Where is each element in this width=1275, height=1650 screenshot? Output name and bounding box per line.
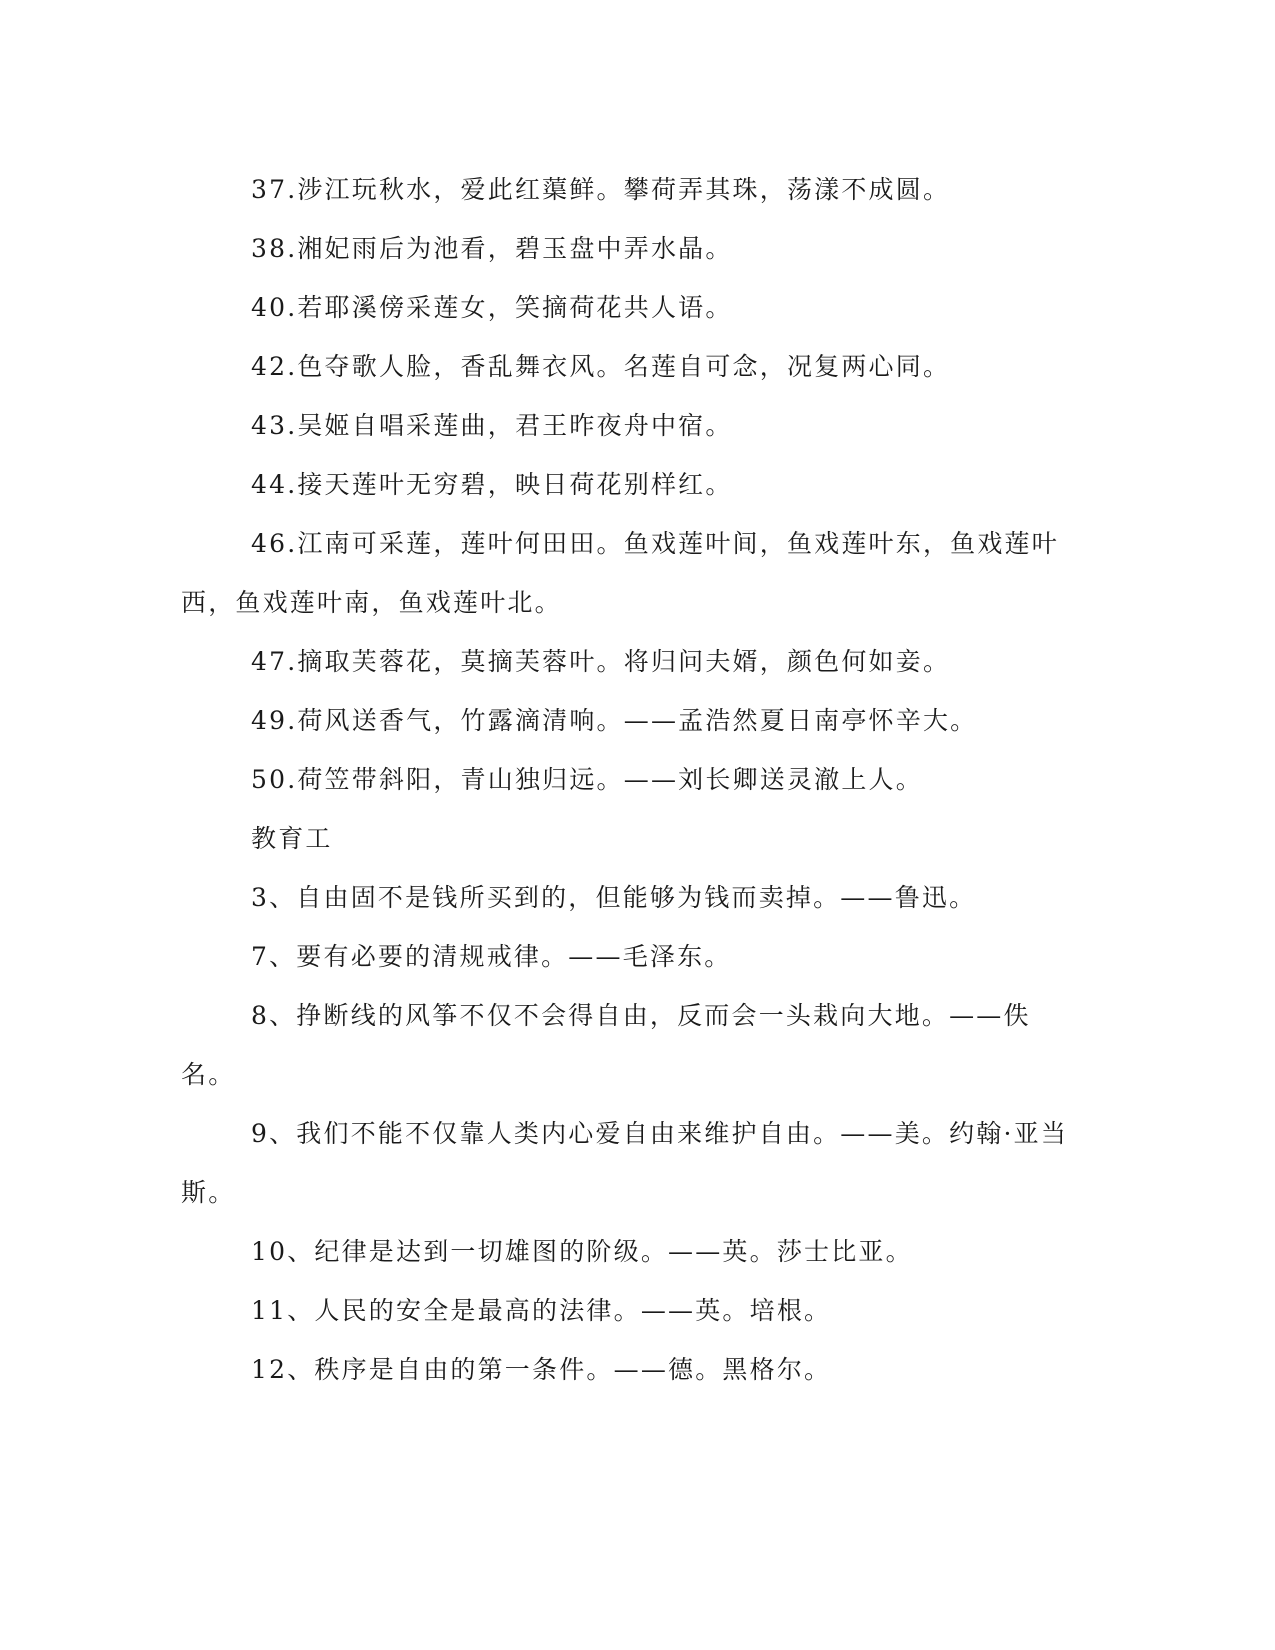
paragraph: 12、秩序是自由的第一条件。——德。黑格尔。 (251, 1355, 832, 1384)
paragraph: 38.湘妃雨后为池看，碧玉盘中弄水晶。 (251, 234, 733, 263)
paragraph: 9、我们不能不仅靠人类内心爱自由来维护自由。——美。约翰·亚当斯。 (181, 1119, 1069, 1207)
paragraph: 7、要有必要的清规戒律。——毛泽东。 (251, 942, 732, 971)
paragraph: 50.荷笠带斜阳，青山独归远。——刘长卿送灵澈上人。 (251, 765, 923, 794)
paragraph: 47.摘取芙蓉花，莫摘芙蓉叶。将归问夫婿，颜色何如妾。 (251, 647, 951, 676)
paragraph: 43.吴姬自唱采莲曲，君王昨夜舟中宿。 (251, 411, 733, 440)
paragraph: 8、挣断线的风筝不仅不会得自由，反而会一头栽向大地。——佚名。 (181, 1001, 1031, 1089)
paragraph: 40.若耶溪傍采莲女，笑摘荷花共人语。 (251, 293, 733, 322)
section-heading: 教育工 (251, 824, 333, 853)
paragraph: 46.江南可采莲，莲叶何田田。鱼戏莲叶间，鱼戏莲叶东，鱼戏莲叶西，鱼戏莲叶南，鱼戏莲叶北。 (181, 529, 1059, 617)
paragraph: 11、人民的安全是最高的法律。——英。培根。 (251, 1296, 832, 1325)
paragraph: 42.色夺歌人脸，香乱舞衣风。名莲自可念，况复两心同。 (251, 352, 951, 381)
paragraph: 37.涉江玩秋水，爱此红蕖鲜。攀荷弄其珠，荡漾不成圆。 (251, 175, 951, 204)
paragraph: 10、纪律是达到一切雄图的阶级。——英。莎士比亚。 (251, 1237, 913, 1266)
paragraph: 49.荷风送香气，竹露滴清响。——孟浩然夏日南亭怀辛大。 (251, 706, 978, 735)
document-body (181, 160, 1081, 1399)
paragraph: 44.接天莲叶无穷碧，映日荷花别样红。 (251, 470, 733, 499)
paragraph: 3、自由固不是钱所买到的，但能够为钱而卖掉。——鲁迅。 (251, 883, 977, 912)
